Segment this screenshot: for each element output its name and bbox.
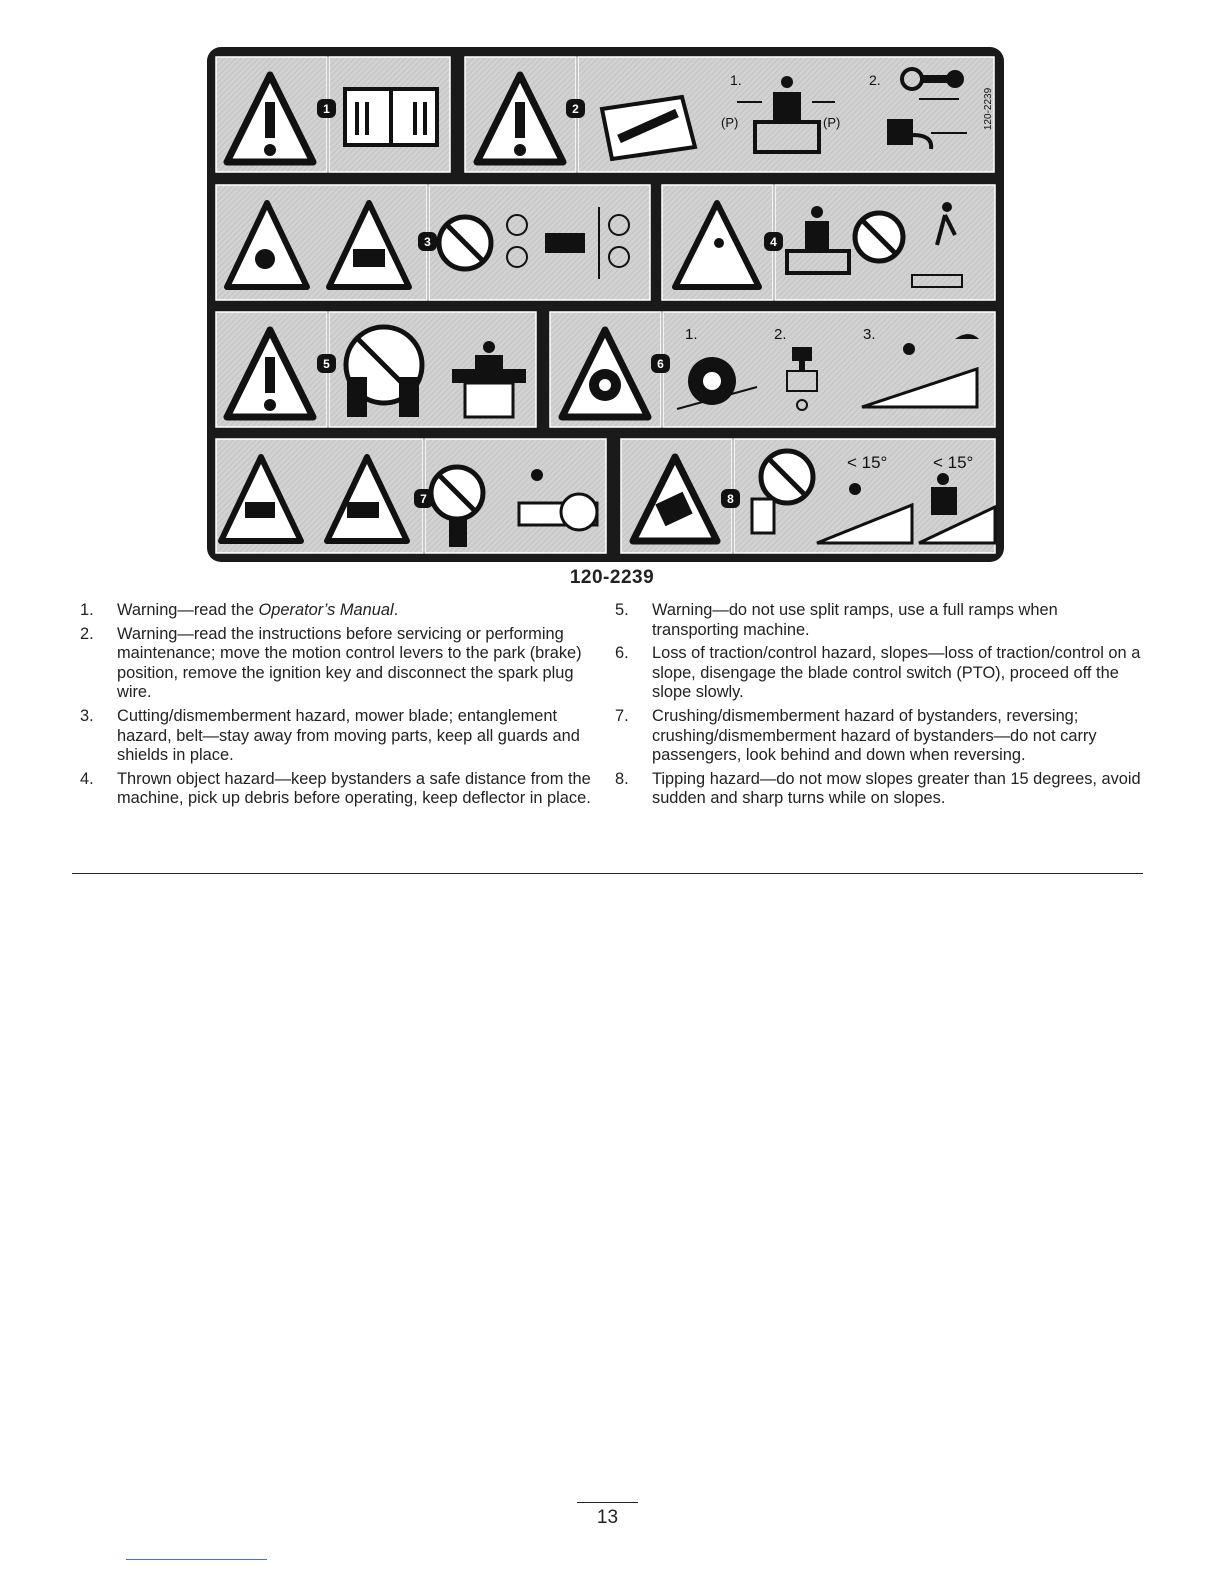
svg-text:6: 6	[657, 357, 664, 371]
panel-4	[662, 185, 995, 300]
step-label: 2.	[774, 326, 787, 343]
instruction-item	[80, 707, 604, 766]
panel-5	[216, 312, 536, 427]
step-label: 3.	[863, 326, 876, 343]
panel-2	[465, 57, 994, 172]
svg-text:1: 1	[323, 102, 330, 116]
slope-limit-label: < 15°	[847, 453, 888, 472]
section-divider	[72, 873, 1143, 874]
page-number: 13	[596, 1507, 619, 1528]
panel-8	[621, 439, 995, 553]
panel-6	[550, 312, 995, 427]
instruction-item	[615, 770, 1145, 809]
park-label: (P)	[823, 115, 841, 130]
number-badge	[317, 99, 336, 118]
item-text-end: .	[393, 601, 399, 619]
manual-title: Operator’s Manual	[258, 601, 394, 619]
item-text: Loss of traction/control hazard, slopes—loss of traction/control on a slope, disengage the blade control switch (PTO), proceed off the slope slowly.	[652, 644, 1141, 702]
item-number: 8.	[615, 769, 629, 788]
svg-text:3: 3	[424, 235, 431, 249]
slope-limit-label: < 15°	[933, 453, 974, 472]
number-badge	[721, 489, 740, 508]
instructions-left-column	[80, 601, 604, 813]
instruction-item	[80, 770, 604, 809]
item-number: 6.	[615, 644, 629, 663]
svg-text:4: 4	[770, 235, 777, 249]
decal-side-code: 120-2239	[983, 87, 994, 131]
item-text: Tipping hazard—do not mow slopes greater than 15 degrees, avoid sudden and sharp turns while on slopes.	[652, 769, 1141, 808]
svg-text:5: 5	[323, 357, 330, 371]
step-label: 1.	[685, 326, 698, 343]
item-text: Warning—read the	[117, 601, 259, 619]
item-text: Cutting/dismemberment hazard, mower blade; entanglement hazard, belt—stay away from moving parts, keep all guards and shields in place.	[117, 706, 580, 765]
number-badge	[651, 354, 670, 373]
instruction-item	[615, 707, 1145, 766]
item-number: 2.	[80, 624, 94, 643]
step-label: 1.	[730, 72, 742, 88]
item-number: 1.	[80, 601, 94, 619]
instruction-item	[80, 625, 604, 703]
item-text: Crushing/dismemberment hazard of bystanders, reversing; crushing/dismemberment hazard of bystanders—do not carry passengers, look behind and down when reversing.	[652, 706, 1097, 765]
item-number: 4.	[80, 769, 94, 788]
instruction-item	[80, 601, 604, 621]
item-text: Thrown object hazard—keep bystanders a safe distance from the machine, pick up debris before operating, keep deflector in place.	[117, 769, 591, 808]
number-badge	[764, 232, 783, 251]
instructions-right-column	[615, 601, 1145, 813]
keep-bystanders-away-icon	[855, 213, 903, 261]
number-badge	[414, 489, 433, 508]
item-number: 7.	[615, 706, 629, 725]
number-badge	[317, 354, 336, 373]
manual-wrench-icon	[602, 97, 695, 159]
safety-decal	[207, 47, 1004, 562]
item-text: Warning—read the instructions before servicing or performing maintenance; move the motion control levers to the park (brake) position, remove the ignition key and disconnect the spark plug wire.	[117, 624, 582, 702]
svg-text:7: 7	[420, 492, 427, 506]
no-hands-icon	[439, 217, 491, 269]
no-split-ramps-icon	[346, 327, 422, 417]
hand-icon	[545, 233, 585, 253]
footer-link-underline	[126, 1559, 267, 1560]
manual-book-icon	[345, 89, 437, 145]
svg-text:2: 2	[572, 102, 579, 116]
instruction-item	[615, 601, 1145, 640]
decal-part-number: 120-2239	[569, 567, 655, 588]
panel-7	[216, 439, 606, 553]
number-badge	[418, 232, 437, 251]
svg-text:8: 8	[727, 492, 734, 506]
park-label: (P)	[721, 115, 739, 130]
item-number: 5.	[615, 601, 629, 619]
step-label: 2.	[869, 72, 881, 88]
item-number: 3.	[80, 706, 94, 725]
item-text: Warning—do not use split ramps, use a full ramps when transporting machine.	[652, 601, 1058, 639]
page-number-rule	[577, 1502, 638, 1503]
number-badge	[566, 99, 585, 118]
instruction-item	[615, 644, 1145, 703]
